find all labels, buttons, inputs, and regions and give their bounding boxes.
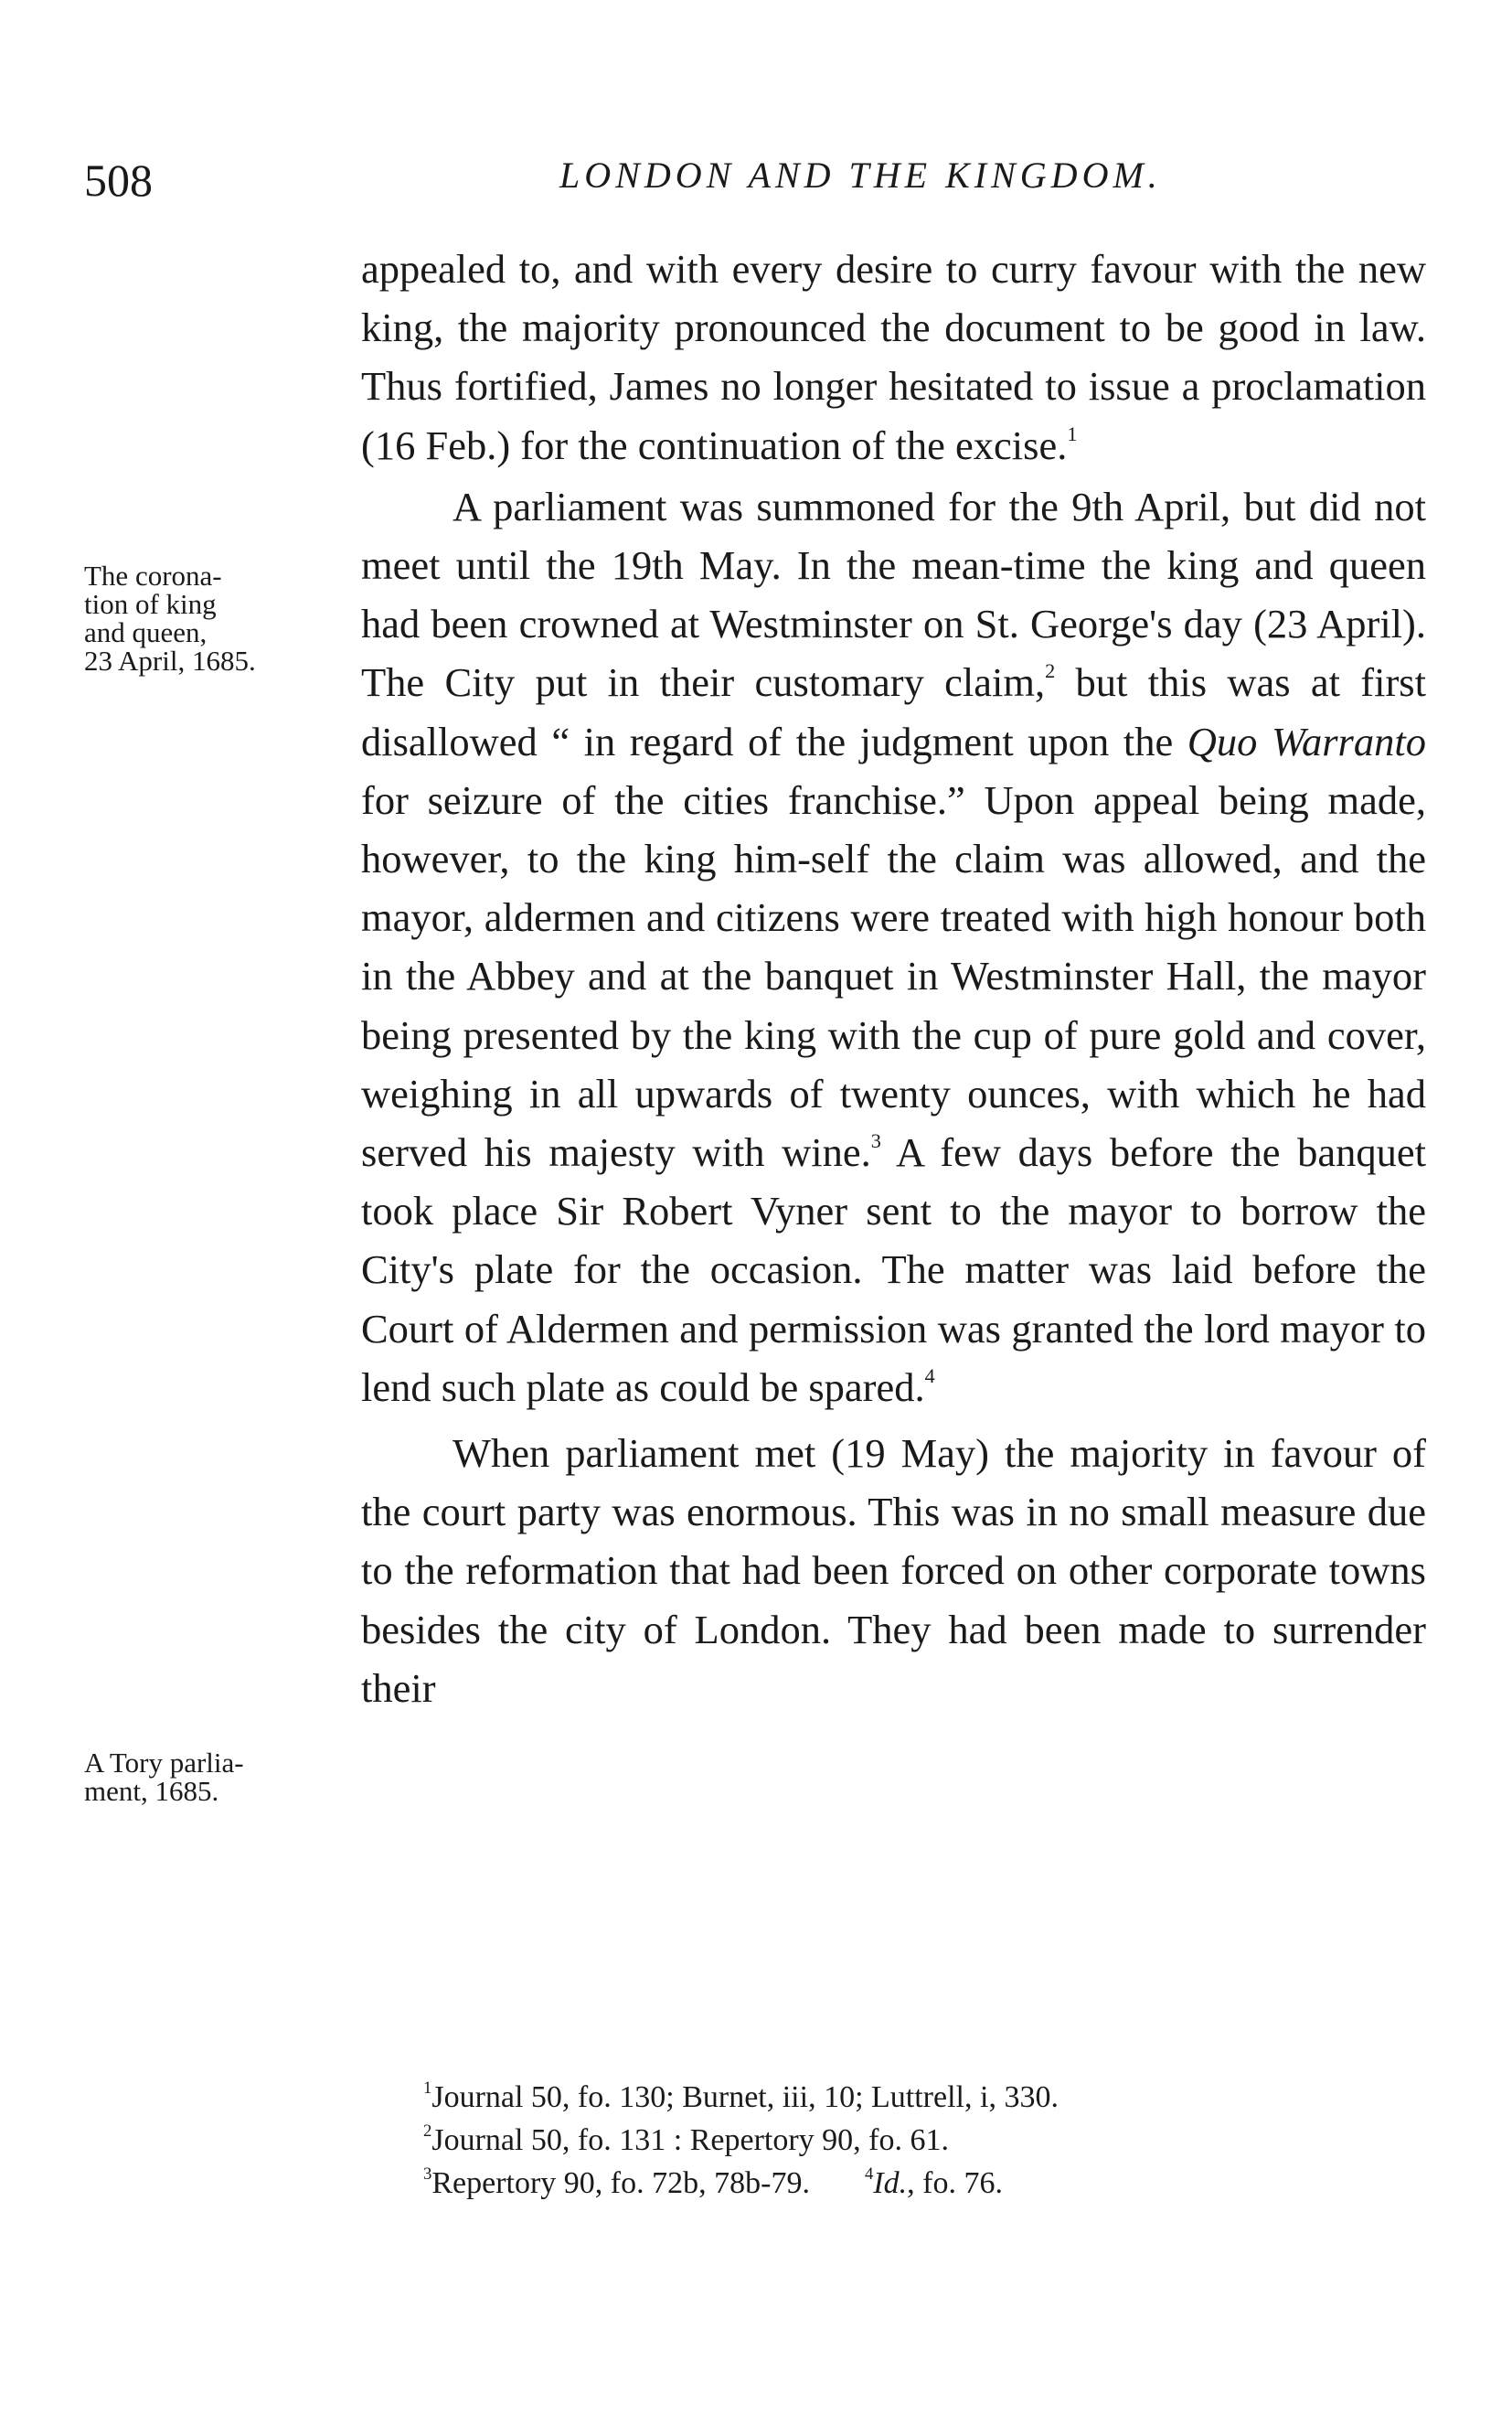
footnote-2: $^2$Journal 50, fo. 131 : Repertory 90, fo. 61.: [423, 2121, 949, 2157]
footnote-4: $^4$Id., fo. 76.: [864, 2164, 1003, 2200]
main-text: [361, 240, 1426, 1717]
running-title: LONDON AND THE KINGDOM.: [559, 155, 1162, 196]
marginal-note-tory-parliament: [84, 1748, 354, 1805]
footnote-ref-4: 4: [924, 1363, 935, 1387]
marginal-line: The corona-: [84, 560, 222, 592]
footnotes: [423, 2076, 1059, 2205]
footnote-ref-3: 3: [870, 1129, 881, 1153]
marginal-line: A Tory parlia-: [84, 1747, 244, 1779]
footnote-3: $^3$Repertory 90, fo. 72b, 78b-79. $^4$Id., fo. 76.: [423, 2164, 1003, 2200]
marginal-line: 23 April, 1685.: [84, 645, 256, 677]
italic-quo-warranto: Quo Warranto: [1187, 718, 1426, 764]
marginal-line: ment, 1685.: [84, 1775, 219, 1807]
footnote-1: $^1$Journal 50, fo. 130; Burnet, iii, 10; Luttrell, i, 330.: [423, 2078, 1059, 2114]
marginal-note-coronation: [84, 561, 354, 675]
footnote-ref-2: 2: [1045, 659, 1056, 683]
marginal-line: and queen,: [84, 616, 208, 648]
marginal-line: tion of king: [84, 588, 217, 620]
paragraph-2: A parliament was summoned for the 9th April, but did not meet until the 19th May. In the mean-time the king and queen had been crowned at Westminster on St. George's day (23 April). The City put in their customary claim,$^2$ but this was at first disallowed “ in regard of the judgment upon the Quo Warranto for seizure of the cities franchise.” Upon appeal being made, however, to the king him-self the claim was allowed, and the mayor, aldermen and citizens were treated with high honour both in the Abbey and at the banquet in Westminster Hall, the mayor being presented by the king with the cup of pure gold and cover, weighing in all upwards of twenty ounces, with which he had served his majesty with wine.$^3$ A few days before the banquet took place Sir Robert Vyner sent to the mayor to borrow the City's plate for the occasion. The matter was laid before the Court of Aldermen and permission was granted the lord mayor to lend such plate as could be spared.$^4$: [361, 483, 1426, 1410]
paragraph-1: appealed to, and with every desire to curry favour with the new king, the majority pronounced the document to be good in law. Thus fortified, James no longer hesitated to issue a proclamation (16 Feb.) for the continuation of the excise.$^1$: [361, 246, 1426, 468]
page-number: 508: [84, 155, 153, 206]
footnote-ref-1: 1: [1067, 422, 1078, 445]
paragraph-3: When parliament met (19 May) the majority in favour of the court party was enormous. This was in no small measure due to the reformation that had been forced on other corporate towns besides the city of London. They had been made to surrender their: [361, 1430, 1426, 1711]
